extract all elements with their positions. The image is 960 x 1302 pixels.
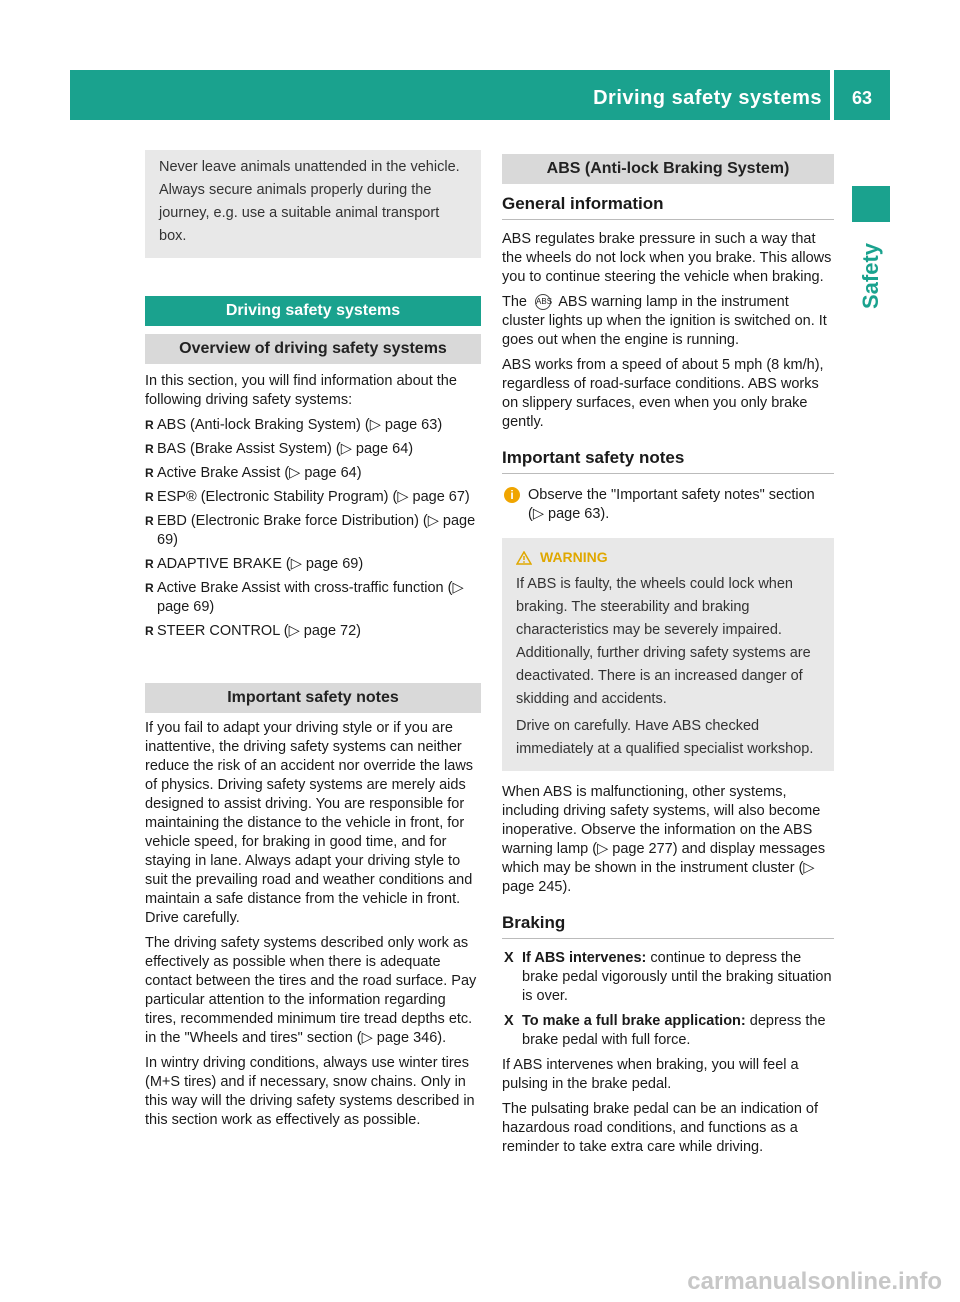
- general-paragraph-3: ABS works from a speed of about 5 mph (8 km/h), regardless of road-surface conditions. ABS works on slippery surfaces, even when you only brake gently.: [502, 357, 824, 430]
- warning-paragraph-2: Drive on carefully. Have ABS checked immediately at a qualified specialist workshop.: [516, 718, 814, 757]
- warning-title-text: WARNING: [540, 549, 608, 565]
- list-item[interactable]: R BAS (Brake Assist System) (▷ page 64): [145, 440, 481, 459]
- info-icon: i: [504, 487, 520, 503]
- list-item[interactable]: R Active Brake Assist with cross-traffic function (▷ page 69): [145, 579, 481, 617]
- safety-paragraph-3: In wintry driving conditions, always use winter tires (M+S tires) and if necessary, snow chains. Only in this way will the driving safety systems described in this section work as effectively as possible.: [145, 1055, 475, 1128]
- info-text[interactable]: Observe the "Important safety notes" section (▷ page 63).: [528, 487, 815, 522]
- list-item[interactable]: R STEER CONTROL (▷ page 72): [145, 622, 481, 641]
- abs-heading: ABS (Anti-lock Braking System): [502, 154, 834, 184]
- braking-heading: Braking: [502, 913, 834, 939]
- general-paragraph-2: [502, 293, 834, 350]
- safety-paragraph-2: The driving safety systems described only work as effectively as possible when there is adequate contact between the tires and the road surface. Pay particular attention to the information regarding tires, recommended minimum tire tread depths etc. in the "Wheels and tires" section (▷ page 346).: [145, 935, 477, 1046]
- systems-list: [145, 416, 481, 641]
- section-title: Driving safety systems: [145, 296, 481, 326]
- braking-paragraph-1: If ABS intervenes when braking, you will feel a pulsing in the brake pedal.: [502, 1057, 799, 1092]
- list-item[interactable]: R ABS (Anti-lock Braking System) (▷ page 63): [145, 416, 481, 435]
- info-note: [502, 486, 834, 524]
- page-number: 63: [834, 70, 890, 120]
- malfunction-paragraph: When ABS is malfunctioning, other systems, including driving safety systems, will also become inoperative. Observe the information on the ABS warning lamp (▷ page 277) and display messages which may be shown in the instrument cluster (▷ page 245).: [502, 784, 826, 895]
- warning-box: [502, 538, 834, 771]
- overview-heading: Overview of driving safety systems: [145, 334, 481, 364]
- right-column: [502, 150, 834, 1157]
- action-arrow-icon: X: [504, 950, 514, 966]
- action2-text: depress the brake pedal with full force.: [522, 1013, 826, 1048]
- side-tab-label: Safety: [858, 242, 883, 310]
- page-title: Driving safety systems: [593, 87, 822, 109]
- overview-intro: In this section, you will find information about the following driving safety systems:: [145, 373, 457, 408]
- warning-title: [516, 546, 820, 569]
- action2-label: To make a full brake application:: [522, 1013, 746, 1029]
- warning-paragraph-1: If ABS is faulty, the wheels could lock when braking. The steerability and braking characteristics may be severely impaired. Additionally, further driving safety systems are deactivated. There is an increased danger of skidding and accidents.: [516, 576, 811, 707]
- braking-action-1: [502, 949, 834, 1006]
- general-p2-post: ABS warning lamp in the instrument cluster lights up when the ignition is switched on. It goes out when the engine is running.: [502, 294, 827, 348]
- action1-label: If ABS intervenes:: [522, 950, 647, 966]
- action1-text: continue to depress the brake pedal vigorously until the braking situation is over.: [522, 950, 832, 1004]
- abs-warning-lamp-icon: ABS: [535, 294, 551, 310]
- general-paragraph-1: ABS regulates brake pressure in such a way that the wheels do not lock when you brake. This allows you to continue steering the vehicle when braking.: [502, 231, 832, 285]
- animal-note-text: Never leave animals unattended in the vehicle. Always secure animals properly during the journey, e.g. use a suitable animal transport box.: [159, 159, 460, 244]
- action-arrow-icon: X: [504, 1013, 514, 1029]
- warning-triangle-icon: [516, 551, 532, 565]
- animal-note-box: [145, 150, 481, 258]
- safety-paragraph-1: If you fail to adapt your driving style or if you are inattentive, the driving safety systems can neither reduce the risk of an accident nor override the laws of physics. Driving safety systems are merely aids designed to assist driving. You are responsible for maintaining the distance to the vehicle in front, for vehicle speed, for braking in good time, and for staying in lane. Always adapt your driving style to suit the prevailing road and weather conditions and maintain a safe distance from the vehicle in front. Drive carefully.: [145, 720, 474, 926]
- list-item[interactable]: R ADAPTIVE BRAKE (▷ page 69): [145, 555, 481, 574]
- safety-heading: Important safety notes: [145, 683, 481, 713]
- watermark: carmanualsonline.info: [687, 1268, 942, 1295]
- list-item[interactable]: R EBD (Electronic Brake force Distribution) (▷ page 69): [145, 512, 481, 550]
- general-p2-pre: The: [502, 294, 527, 310]
- list-item[interactable]: R ESP® (Electronic Stability Program) (▷ page 67): [145, 488, 481, 507]
- general-heading: General information: [502, 194, 834, 220]
- notes-heading: Important safety notes: [502, 448, 834, 474]
- list-item[interactable]: R Active Brake Assist (▷ page 64): [145, 464, 481, 483]
- braking-paragraph-2: The pulsating brake pedal can be an indication of hazardous road conditions, and functions as a reminder to take extra care while driving.: [502, 1101, 818, 1155]
- braking-action-2: [502, 1012, 834, 1050]
- side-tab-marker: [852, 186, 890, 222]
- left-column: [145, 150, 481, 1130]
